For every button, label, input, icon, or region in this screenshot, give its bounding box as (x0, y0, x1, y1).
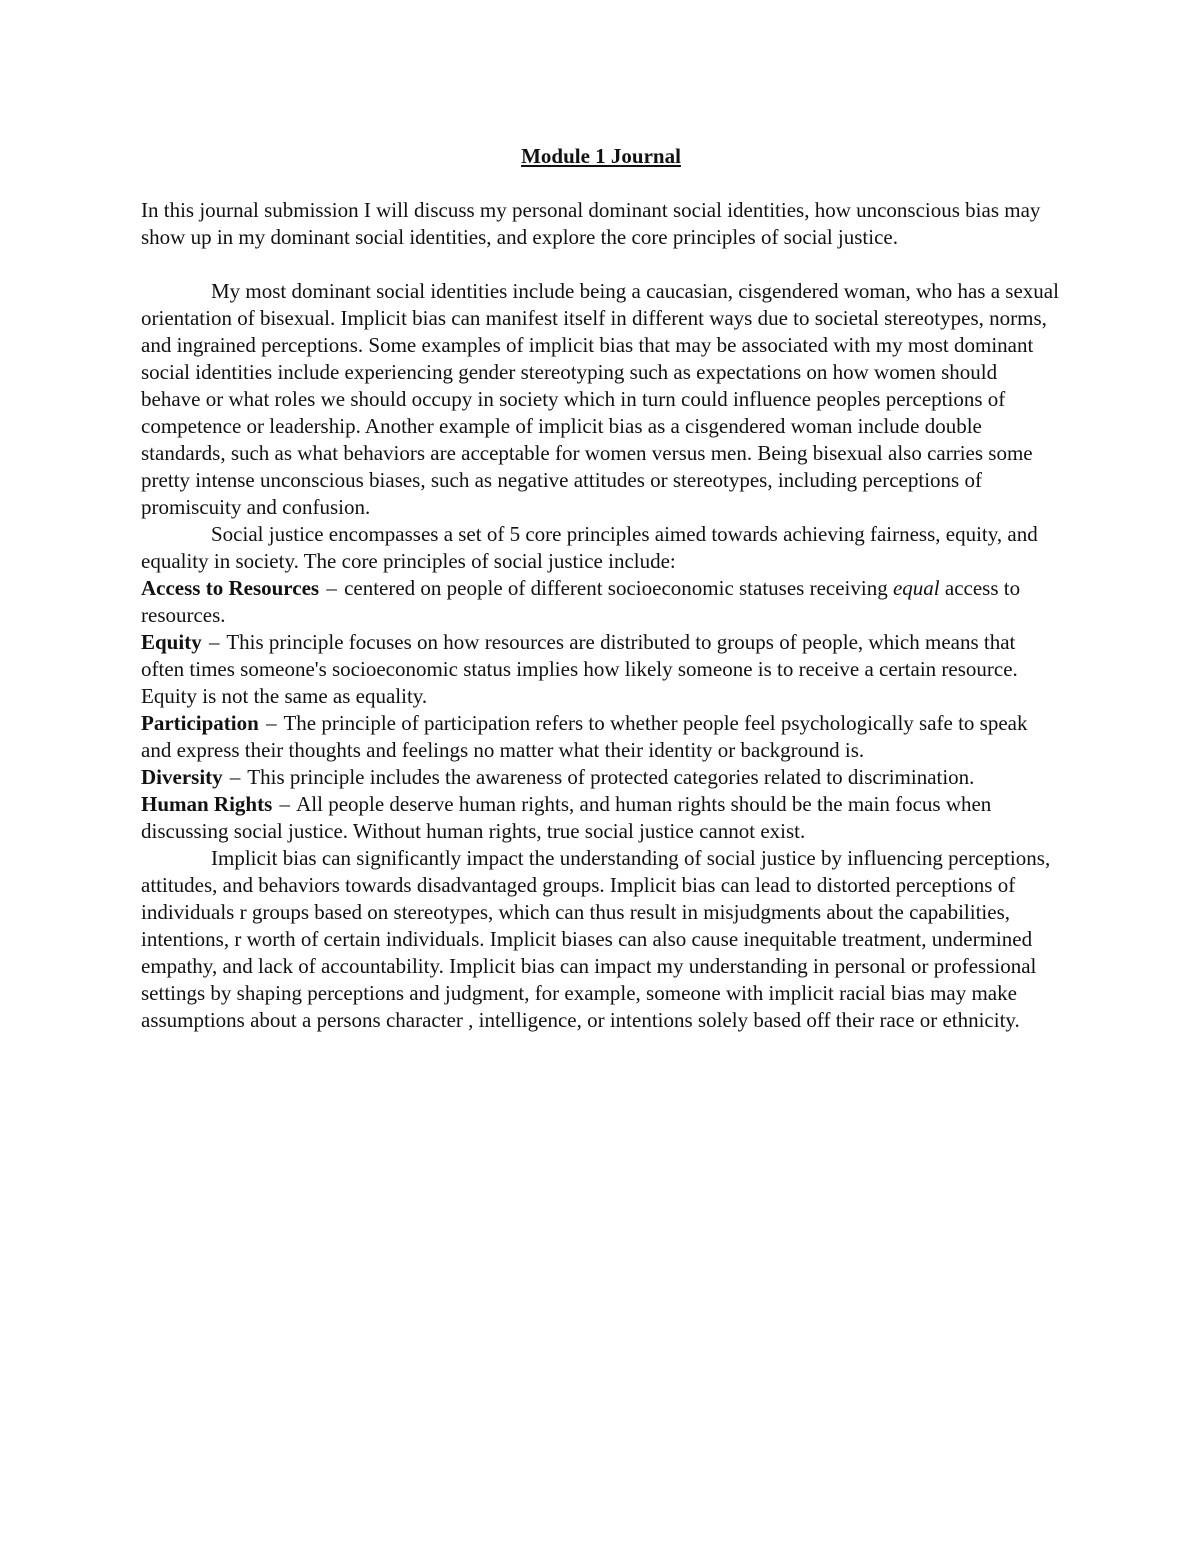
principle-dash: – (208, 630, 220, 654)
principle-term: Equity (141, 630, 202, 654)
principle-text: All people deserve human rights, and human rights should be the main focus when discussing social justice. Without human rights, true social justice cannot exist. (141, 792, 992, 843)
principle-text: The principle of participation refers to whether people feel psychologically safe to speak and express their thoughts and feelings no matter what their identity or background is. (141, 711, 1028, 762)
intro-paragraph: In this journal submission I will discuss my personal dominant social identities, how unconscious bias may show up in my dominant social identities, and explore the core principles of social justice. (141, 198, 1041, 249)
principle-emphasis: equal (892, 576, 940, 600)
principle-term: Human Rights (141, 792, 273, 816)
principle-term: Diversity (141, 765, 223, 789)
principle-text: This principle includes the awareness of protected categories related to discrimination. (247, 765, 975, 789)
principle-term: Participation (141, 711, 259, 735)
implicit-bias-paragraph: Implicit bias can significantly impact the understanding of social justice by influencing perceptions, attitudes, and behaviors towards disadvantaged groups. Implicit bias can lead to distorted perceptions of individuals r groups based on stereotypes, which can thus result in misjudgments about the capabilities, intentions, r worth of certain individuals. Implicit biases can also cause inequitable treatment, undermined empathy, and lack of accountability. Implicit bias can impact my understanding in personal or professional settings by shaping perceptions and judgment, for example, someone with implicit racial bias may make assumptions about a persons character , intelligence, or intentions solely based off their race or ethnicity. (141, 846, 1051, 1032)
document-body (141, 143, 1061, 1034)
principles-intro-paragraph: Social justice encompasses a set of 5 core principles aimed towards achieving fairness, equity, and equality in society. The core principles of social justice include: (141, 522, 1038, 573)
principle-dash: – (229, 765, 241, 789)
principle-dash: – (326, 576, 337, 600)
principle-diversity (141, 764, 1061, 791)
document-title: Module 1 Journal (521, 144, 681, 168)
identities-paragraph: My most dominant social identities include being a caucasian, cisgendered woman, who has a sexual orientation of bisexual. Implicit bias can manifest itself in different ways due to societal stereotypes, norms, and ingrained perceptions. Some examples of implicit bias that may be associated with my most dominant social identities include experiencing gender stereotyping such as expectations on how women should behave or what roles we should occupy in society which in turn could influence peoples perceptions of competence or leadership. Another example of implicit bias as a cisgendered woman include double standards, such as what behaviors are acceptable for women versus men. Being bisexual also carries some pretty intense unconscious biases, such as negative attitudes or stereotypes, including perceptions of promiscuity and confusion. (141, 279, 1059, 519)
principle-text: This principle focuses on how resources are distributed to groups of people, which means that often times someone's socioeconomic status implies how likely someone is to receive a certain resource. Equity is not the same as equality. (141, 630, 1018, 708)
principle-text-continued: access to resources. (141, 576, 1021, 627)
principle-participation (141, 710, 1061, 764)
principle-equity (141, 629, 1061, 710)
principle-dash: – (279, 792, 291, 816)
principle-human-rights (141, 791, 1061, 845)
principle-term: Access to Resources (141, 576, 320, 600)
principle-dash: – (266, 711, 277, 735)
principle-text: centered on people of different socioeconomic statuses receiving (344, 576, 888, 600)
principle-access-to-resources (141, 575, 1061, 629)
